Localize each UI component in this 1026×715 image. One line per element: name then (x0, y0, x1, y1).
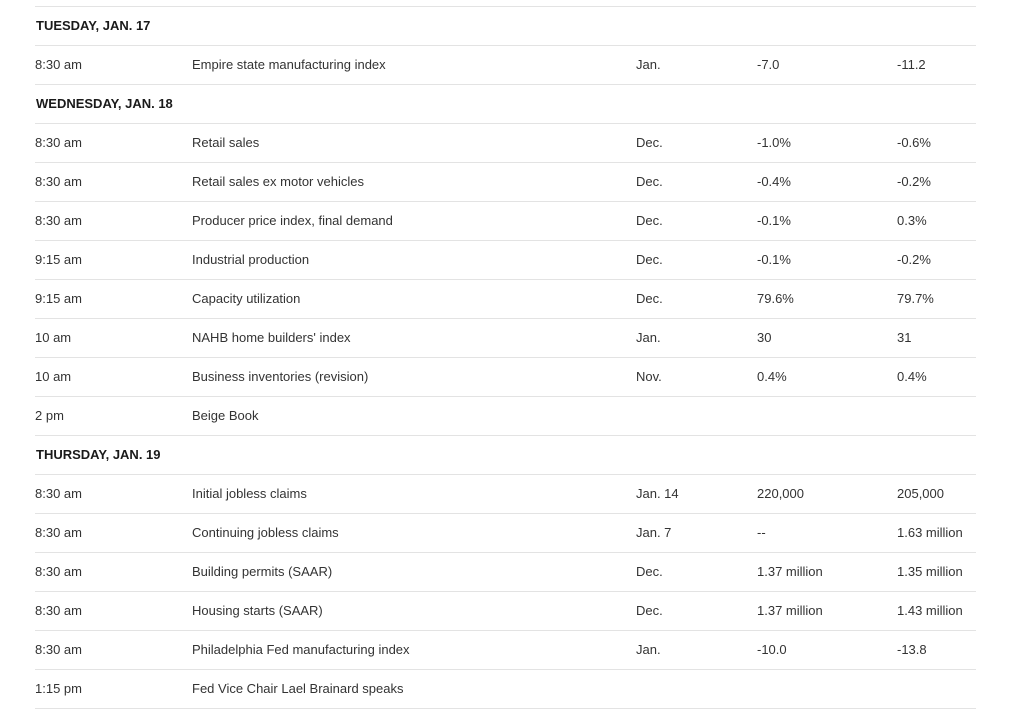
report-cell: Business inventories (revision) (192, 369, 369, 384)
median-forecast-cell: 220,000 (757, 486, 804, 501)
time-cell: 8:30 am (35, 603, 82, 618)
median-forecast-cell: -0.4% (757, 174, 791, 189)
table-row (35, 319, 976, 358)
median-forecast-cell: -0.1% (757, 252, 791, 267)
median-forecast-cell: -10.0 (757, 642, 787, 657)
time-cell: 8:30 am (35, 564, 82, 579)
report-cell: Empire state manufacturing index (192, 57, 386, 72)
previous-value-cell: 1.43 million (897, 603, 963, 618)
time-cell: 8:30 am (35, 213, 82, 228)
previous-value-cell: -0.6% (897, 135, 931, 150)
report-cell: Initial jobless claims (192, 486, 307, 501)
time-cell: 8:30 am (35, 57, 82, 72)
report-cell: Beige Book (192, 408, 259, 423)
table-row (35, 124, 976, 163)
median-forecast-cell: -1.0% (757, 135, 791, 150)
time-cell: 9:15 am (35, 291, 82, 306)
previous-value-cell: 1.63 million (897, 525, 963, 540)
previous-value-cell: 79.7% (897, 291, 934, 306)
table-row (35, 202, 976, 241)
table-row (35, 358, 976, 397)
previous-value-cell: -13.8 (897, 642, 927, 657)
time-cell: 8:30 am (35, 135, 82, 150)
table-row (35, 475, 976, 514)
time-cell: 8:30 am (35, 642, 82, 657)
period-cell: Dec. (636, 135, 663, 150)
median-forecast-cell: -- (757, 525, 766, 540)
day-label: TUESDAY, JAN. 17 (36, 18, 151, 33)
report-cell: Retail sales ex motor vehicles (192, 174, 364, 189)
period-cell: Dec. (636, 213, 663, 228)
time-cell: 8:30 am (35, 174, 82, 189)
day-header-row (35, 7, 976, 46)
median-forecast-cell: 0.4% (757, 369, 787, 384)
table-row (35, 280, 976, 319)
time-cell: 10 am (35, 330, 72, 345)
previous-value-cell: 1.35 million (897, 564, 963, 579)
period-cell: Jan. 7 (636, 525, 672, 540)
previous-value-cell: 0.3% (897, 213, 927, 228)
time-cell: 9:15 am (35, 252, 82, 267)
report-cell: Industrial production (192, 252, 310, 267)
report-cell: Fed Vice Chair Lael Brainard speaks (192, 681, 404, 696)
table-row (35, 46, 976, 85)
table-row (35, 514, 976, 553)
table-row (35, 163, 976, 202)
report-cell: Housing starts (SAAR) (192, 603, 323, 618)
period-cell: Nov. (636, 369, 662, 384)
table-row (35, 592, 976, 631)
period-cell: Dec. (636, 603, 663, 618)
previous-value-cell: -0.2% (897, 174, 931, 189)
median-forecast-cell: 79.6% (757, 291, 794, 306)
median-forecast-cell: 1.37 million (757, 603, 823, 618)
day-header-row (35, 436, 976, 475)
report-cell: Continuing jobless claims (192, 525, 339, 540)
time-cell: 8:30 am (35, 525, 82, 540)
table-row (35, 241, 976, 280)
report-cell: Philadelphia Fed manufacturing index (192, 642, 410, 657)
day-label: WEDNESDAY, JAN. 18 (36, 96, 173, 111)
previous-value-cell: 31 (897, 330, 912, 345)
previous-value-cell: -0.2% (897, 252, 931, 267)
period-cell: Jan. (636, 57, 661, 72)
period-cell: Dec. (636, 174, 663, 189)
table-row (35, 631, 976, 670)
report-cell: NAHB home builders' index (192, 330, 351, 345)
economic-calendar-table (35, 6, 976, 709)
period-cell: Dec. (636, 291, 663, 306)
previous-value-cell: -11.2 (897, 57, 926, 72)
time-cell: 8:30 am (35, 486, 82, 501)
time-cell: 10 am (35, 369, 72, 384)
previous-value-cell: 205,000 (897, 486, 944, 501)
median-forecast-cell: -0.1% (757, 213, 791, 228)
median-forecast-cell: -7.0 (757, 57, 780, 72)
time-cell: 1:15 pm (35, 681, 82, 696)
table-row (35, 670, 976, 709)
median-forecast-cell: 30 (757, 330, 772, 345)
report-cell: Producer price index, final demand (192, 213, 393, 228)
period-cell: Jan. (636, 642, 661, 657)
period-cell: Dec. (636, 564, 663, 579)
report-cell: Capacity utilization (192, 291, 301, 306)
median-forecast-cell: 1.37 million (757, 564, 823, 579)
day-header-row (35, 85, 976, 124)
table-row (35, 553, 976, 592)
report-cell: Retail sales (192, 135, 260, 150)
report-cell: Building permits (SAAR) (192, 564, 333, 579)
day-label: THURSDAY, JAN. 19 (36, 447, 161, 462)
table-row (35, 397, 976, 436)
time-cell: 2 pm (35, 408, 64, 423)
period-cell: Jan. (636, 330, 661, 345)
period-cell: Dec. (636, 252, 663, 267)
period-cell: Jan. 14 (636, 486, 679, 501)
previous-value-cell: 0.4% (897, 369, 927, 384)
